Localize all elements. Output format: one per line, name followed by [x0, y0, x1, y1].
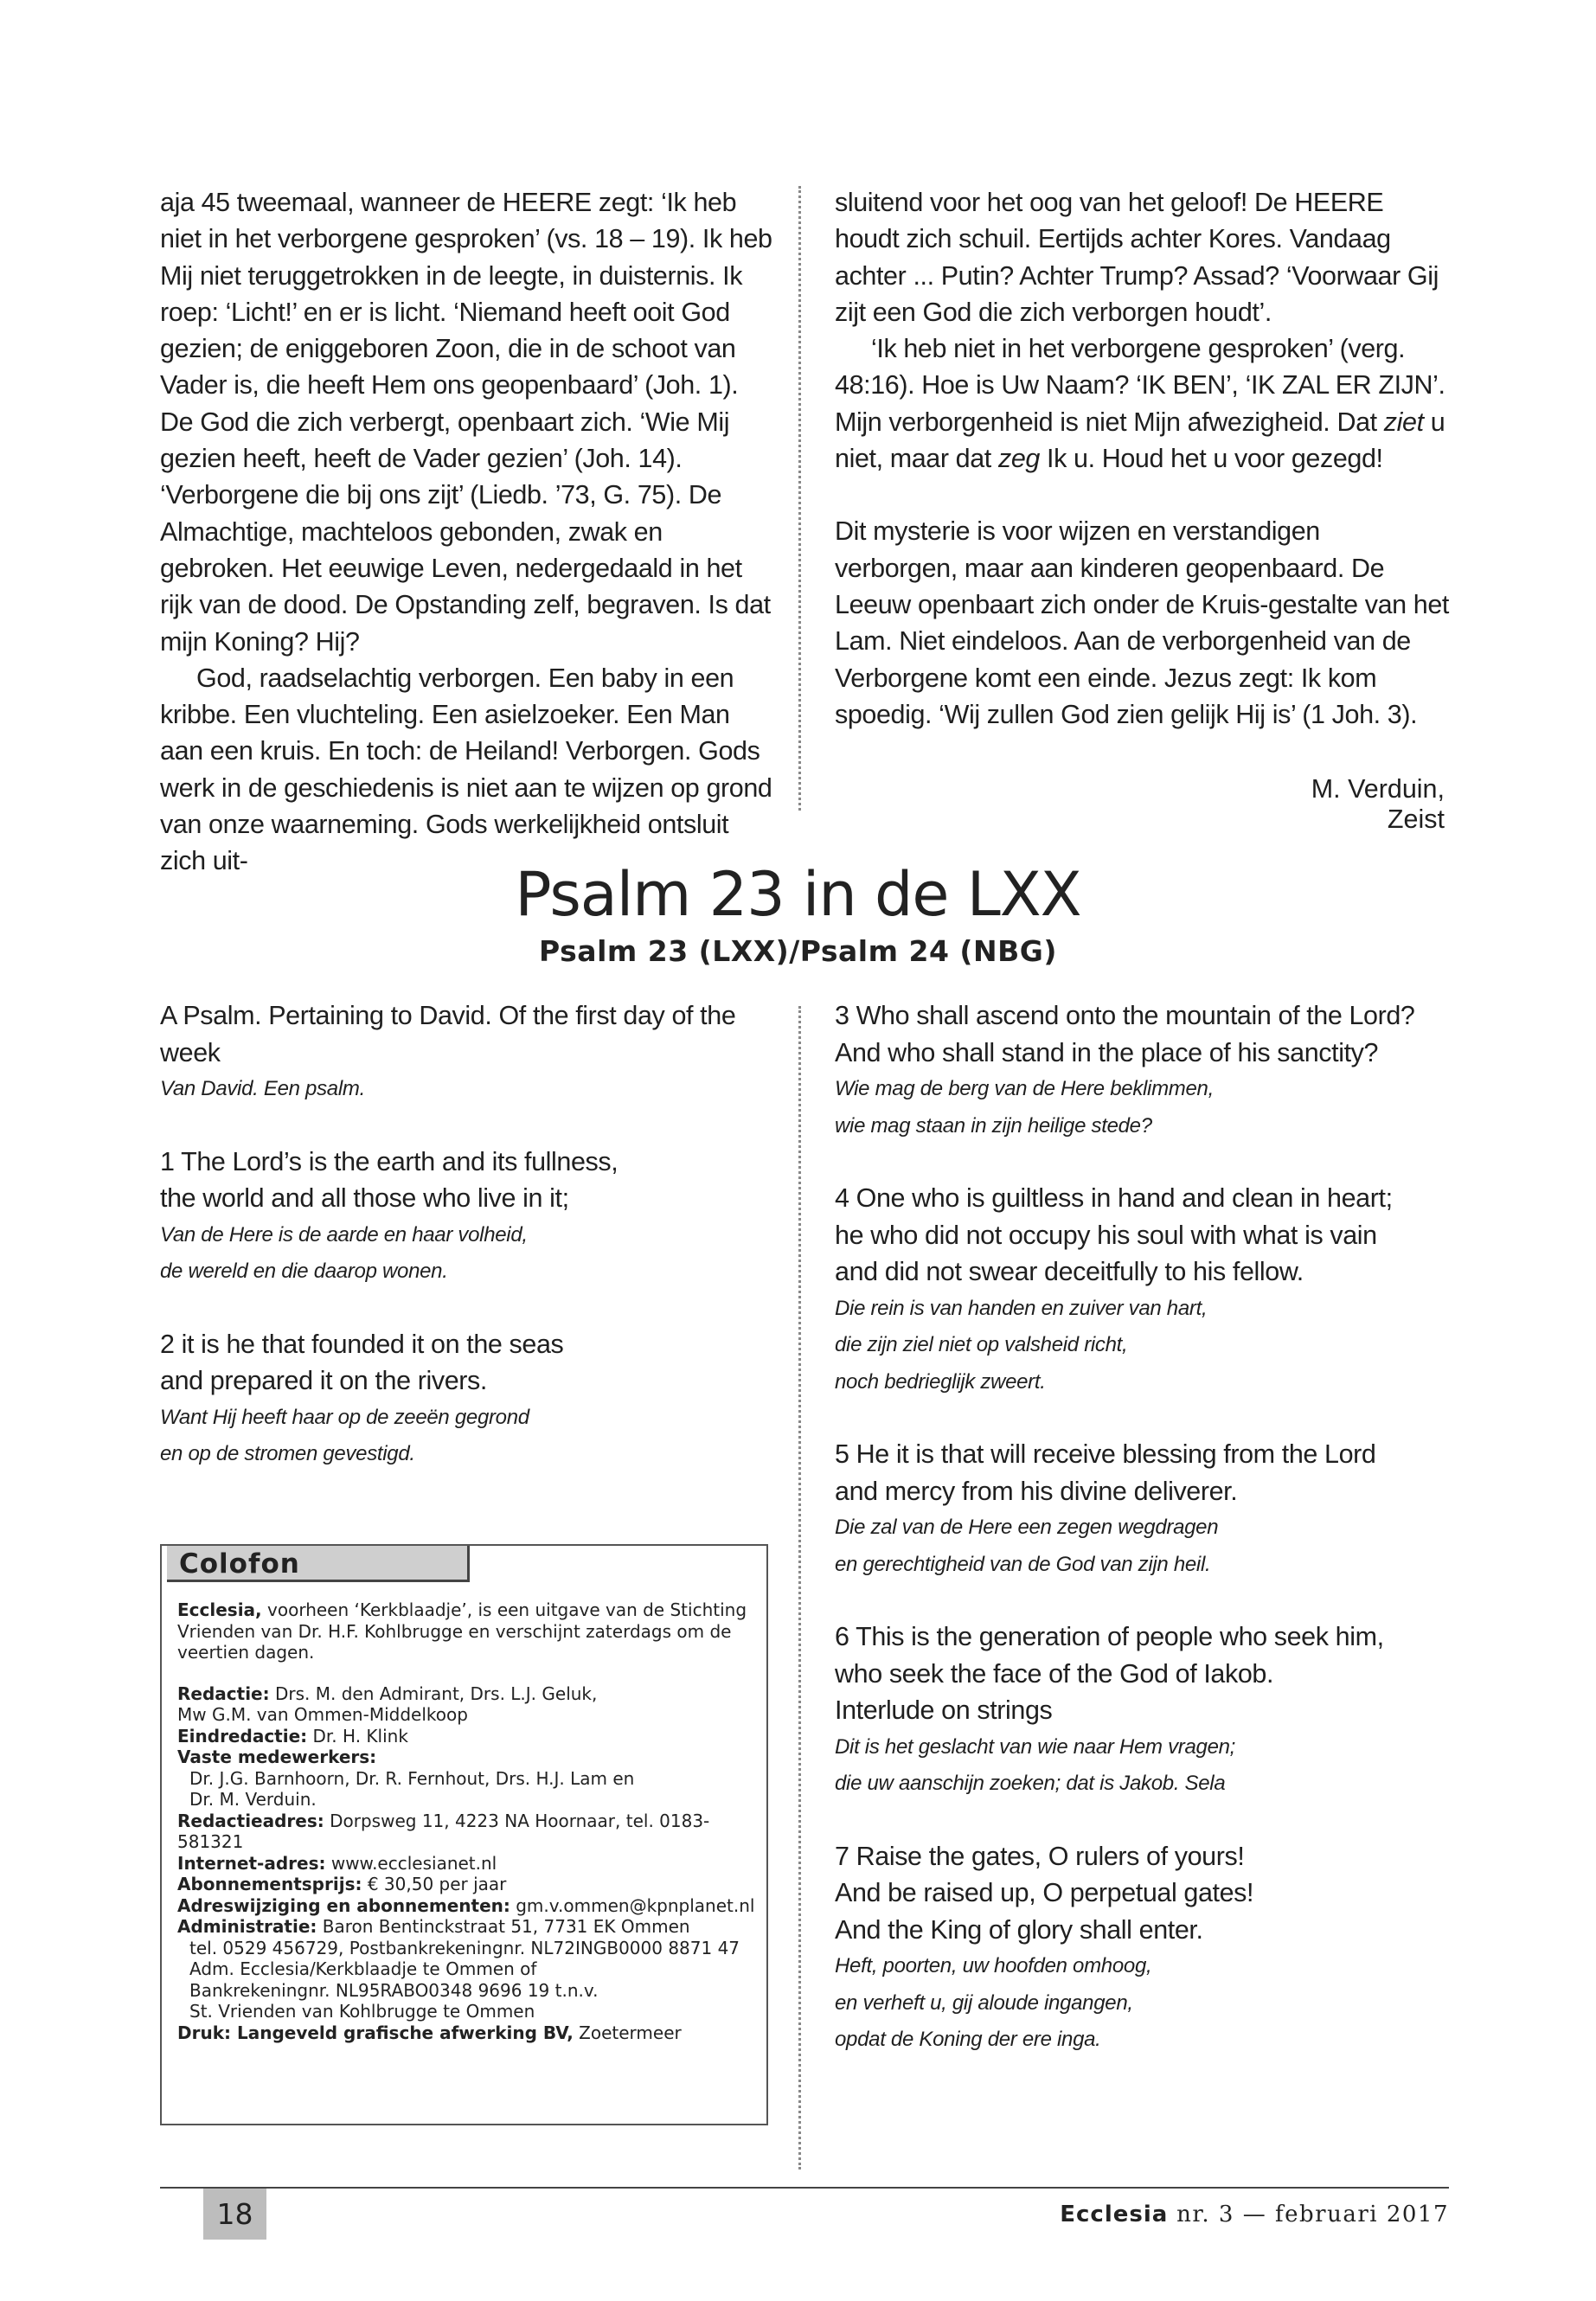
verse-english-line: who seek the face of the God of Iakob.: [835, 1658, 1274, 1689]
verse-dutch-line: Wie mag de berg van de Here beklimmen,: [835, 1077, 1214, 1100]
colofon-line: Dr. J.G. Barnhoorn, Dr. R. Fernhout, Drs. H.J. Lam en: [189, 1767, 635, 1789]
verse-dutch-line: de wereld en die daarop wonen.: [160, 1259, 448, 1283]
colofon-body: [177, 1599, 757, 2043]
colofon-box: [160, 1544, 768, 2125]
verse-dutch-line: Die rein is van handen en zuiver van hart,: [835, 1296, 1208, 1320]
colofon-vaste: [177, 1747, 757, 1768]
colofon-redactieadres: [177, 1811, 757, 1853]
verse-english-line: 3 Who shall ascend onto the mountain of the Lord?: [835, 1001, 1415, 1030]
page-number: 18: [203, 2189, 266, 2240]
colofon-label: Abonnementsprijs:: [177, 1874, 362, 1894]
verse-english-line: he who did not occupy his soul with what is vain: [835, 1220, 1377, 1250]
colofon-redactie: [177, 1683, 757, 1705]
psalm-verse-1: [160, 1144, 774, 1291]
colofon-label: Redactieadres:: [177, 1810, 324, 1831]
verse-english-line: And who shall stand in the place of his sanctity?: [835, 1037, 1379, 1067]
article-paragraph-4: [835, 330, 1449, 477]
verse-dutch-line: die zijn ziel niet op valsheid richt,: [835, 1333, 1128, 1356]
article-text: u niet, maar dat: [835, 407, 1445, 474]
colofon-label: Druk: Langeveld grafische afwerking BV,: [177, 2022, 574, 2043]
verse-english-line: and mercy from his divine deliverer.: [835, 1476, 1238, 1506]
colofon-line: Dr. M. Verduin.: [189, 1789, 317, 1810]
verse-dutch-line: Die zal van de Here een zegen wegdragen: [835, 1516, 1219, 1539]
article-paragraph-5: Dit mysterie is voor wijzen en verstandigen verborgen, maar aan kinderen geopenbaard. De Leeuw openbaart zich onder de Kruis-gestalte van het Lam. Niet eindeloos. Aan de verborgenheid van de Verborgene komt een einde. Jezus zegt: Ik kom spoedig. ‘Wij zullen God zien gelijk Hij is’ (1 Joh. 3).: [835, 516, 1449, 729]
colofon-line: St. Vrienden van Kohlbrugge te Ommen: [189, 2001, 535, 2022]
colofon-druk: [177, 2022, 757, 2044]
article-signature: M. Verduin, Zeist: [1311, 774, 1445, 834]
colofon-label: Eindredactie:: [177, 1725, 308, 1747]
psalm-verse-3: [835, 997, 1449, 1144]
colofon-line: Adm. Ecclesia/Kerkblaadje te Ommen of: [189, 1958, 537, 1979]
psalm-right-column: [835, 997, 1449, 2094]
colofon-label: Internet-adres:: [177, 1852, 326, 1874]
article-emphasis: ziet: [1383, 407, 1424, 437]
verse-english-line: and did not swear deceitfully to his fellow.: [835, 1257, 1304, 1286]
colofon-label: Adreswijziging en abonnementen:: [177, 1894, 510, 1916]
colofon-text: Dr. H. Klink: [307, 1725, 408, 1747]
article-right-column: [835, 184, 1449, 733]
verse-dutch-line: Van David. Een psalm.: [160, 1077, 365, 1100]
psalm-verse-2: [160, 1326, 774, 1473]
colofon-label: Ecclesia,: [177, 1599, 262, 1620]
colofon-text: voorheen ‘Kerkblaadje’, is een uitgave van de Stichting Vrienden van Dr. H.F. Kohlbrugge en verschijnt zaterdags om de veertien dagen.: [177, 1599, 747, 1663]
psalm-verse-7: [835, 1838, 1449, 2059]
article-text: ‘Ik heb niet in het verborgene gesproken’ (verg. 48:16). Hoe is Uw Naam? ‘IK BEN’, ‘IK ZAL ER ZIJN’. Mijn verborgenheid is niet Mijn afwezigheid. Dat: [835, 334, 1445, 437]
page-title: Psalm 23 in de LXX: [515, 859, 1081, 930]
article-left-column: [160, 184, 774, 880]
verse-english-line: 7 Raise the gates, O rulers of yours!: [835, 1841, 1245, 1871]
article-text: Ik u. Houd het u voor gezegd!: [1039, 444, 1383, 474]
colofon-eindredactie: [177, 1726, 757, 1747]
verse-dutch-line: wie mag staan in zijn heilige stede?: [835, 1113, 1152, 1138]
colofon-line: tel. 0529 456729, Postbankrekeningnr. NL72INGB0000 8871 47: [189, 1937, 740, 1958]
colofon-adres: [177, 1895, 757, 1917]
verse-english-line: A Psalm. Pertaining to David. Of the first day of the: [160, 1001, 736, 1030]
psalm-verse-heading: [160, 997, 774, 1108]
psalm-verse-4: [835, 1180, 1449, 1400]
verse-english-line: 2 it is he that founded it on the seas: [160, 1329, 564, 1359]
verse-dutch-line: en verheft u, gij aloude ingangen,: [835, 1990, 1133, 2015]
verse-english-line: 1 The Lord’s is the earth and its fullness,: [160, 1146, 619, 1176]
colofon-text: Dorpsweg 11, 4223 NA Hoornaar, tel. 0183-581321: [177, 1810, 710, 1852]
article-paragraph-2: God, raadselachtig verborgen. Een baby in een kribbe. Een vluchteling. Een asielzoeker. Een Man aan een kruis. En toch: de Heiland! Verborgen. Gods werk in de geschiedenis is niet aan te wijzen op grond van onze waarneming. Gods werkelijkheid ontsluit zich uit-: [160, 663, 772, 876]
verse-dutch-line: Dit is het geslacht van wie naar Hem vragen;: [835, 1734, 1236, 1759]
colofon-label: Vaste medewerkers:: [177, 1747, 377, 1767]
verse-english-line: Interlude on strings: [835, 1695, 1053, 1725]
verse-english-line: And the King of glory shall enter.: [835, 1914, 1203, 1945]
verse-dutch-line: die uw aanschijn zoeken; dat is Jakob. Sela: [835, 1772, 1226, 1795]
psalm-left-column: [160, 997, 774, 1509]
colofon-text: € 30,50 per jaar: [362, 1874, 507, 1894]
verse-english-line: And be raised up, O perpetual gates!: [835, 1878, 1254, 1907]
column-divider-top: [798, 186, 801, 811]
footer-issue: nr. 3 — februari 2017: [1168, 2202, 1449, 2227]
colofon-admin: [177, 1916, 757, 1938]
colofon-text: Zoetermeer: [573, 2022, 682, 2043]
colofon-line: Bankrekeningnr. NL95RABO0348 9696 19 t.n.v.: [189, 1979, 599, 2001]
psalm-verse-5: [835, 1436, 1449, 1583]
verse-english-line: week: [160, 1037, 221, 1067]
verse-dutch-line: Want Hij heeft haar op de zeeën gegrond: [160, 1405, 529, 1429]
colofon-intro: [177, 1599, 757, 1663]
colofon-abonnement: [177, 1874, 757, 1895]
verse-dutch-line: noch bedrieglijk zweert.: [835, 1369, 1046, 1394]
colofon-line: Mw G.M. van Ommen-Middelkoop: [177, 1704, 468, 1725]
article-emphasis: zeg: [997, 444, 1040, 474]
verse-dutch-line: Heft, poorten, uw hoofden omhoog,: [835, 1954, 1152, 1977]
verse-dutch-line: Van de Here is de aarde en haar volheid,: [160, 1222, 528, 1247]
footer-publication: [1060, 2197, 1449, 2232]
colofon-text: Drs. M. den Admirant, Drs. L.J. Geluk,: [269, 1682, 598, 1704]
colofon-text: www.ecclesianet.nl: [325, 1852, 497, 1874]
column-divider-bottom: [798, 1006, 801, 2170]
verse-english-line: the world and all those who live in it;: [160, 1183, 569, 1213]
colofon-text: Baron Bentinckstraat 51, 7731 EK Ommen: [317, 1916, 690, 1937]
colofon-text: gm.v.ommen@kpnplanet.nl: [510, 1894, 755, 1916]
article-paragraph-1: aja 45 tweemaal, wanneer de HEERE zegt: ‘Ik heb niet in het verborgene gesproken’ (vs. 18 – 19). Ik heb Mij niet teruggetrokken in de leegte, in duisternis. Ik roep: ‘Licht!’ en er is licht. ‘Niemand heeft ooit God gezien; de eniggeboren Zoon, die in de schoot van Vader is, die heeft Hem ons geopenbaard’ (Joh. 1). De God die zich verbergt, openbaart zich. ‘Wie Mij gezien heeft, heeft de Vader gezien’ (Joh. 14). ‘Verborgene die bij ons zijt’ (Liedb. ’73, G. 75). De Almachtige, machteloos gebonden, zwak en gebroken. Het eeuwige Leven, nedergedaald in het rijk van de dood. De Opstanding zelf, begraven. Is dat mijn Koning? Hij?: [160, 188, 772, 657]
colofon-internet: [177, 1853, 757, 1875]
footer-brand: Ecclesia: [1060, 2202, 1169, 2227]
verse-english-line: 5 He it is that will receive blessing from the Lord: [835, 1439, 1376, 1469]
verse-dutch-line: en gerechtigheid van de God van zijn heil.: [835, 1552, 1211, 1576]
page-subtitle: Psalm 23 (LXX)/Psalm 24 (NBG): [539, 934, 1057, 968]
colofon-label: Administratie:: [177, 1916, 317, 1937]
footer-rule: [160, 2187, 1449, 2189]
verse-english-line: 6 This is the generation of people who seek him,: [835, 1622, 1384, 1651]
verse-dutch-line: en op de stromen gevestigd.: [160, 1442, 415, 1465]
psalm-verse-6: [835, 1618, 1449, 1803]
article-paragraph-3: sluitend voor het oog van het geloof! De HEERE houdt zich schuil. Eertijds achter Kores. Vandaag achter ... Putin? Achter Trump? Assad? ‘Voorwaar Gij zijt een God die zich verborgen houdt’.: [835, 188, 1439, 327]
colofon-label: Redactie:: [177, 1682, 270, 1704]
verse-dutch-line: opdat de Koning der ere inga.: [835, 2028, 1101, 2051]
verse-english-line: 4 One who is guiltless in hand and clean in heart;: [835, 1183, 1393, 1213]
verse-english-line: and prepared it on the rivers.: [160, 1366, 487, 1395]
colofon-header: Colofon: [167, 1546, 470, 1582]
